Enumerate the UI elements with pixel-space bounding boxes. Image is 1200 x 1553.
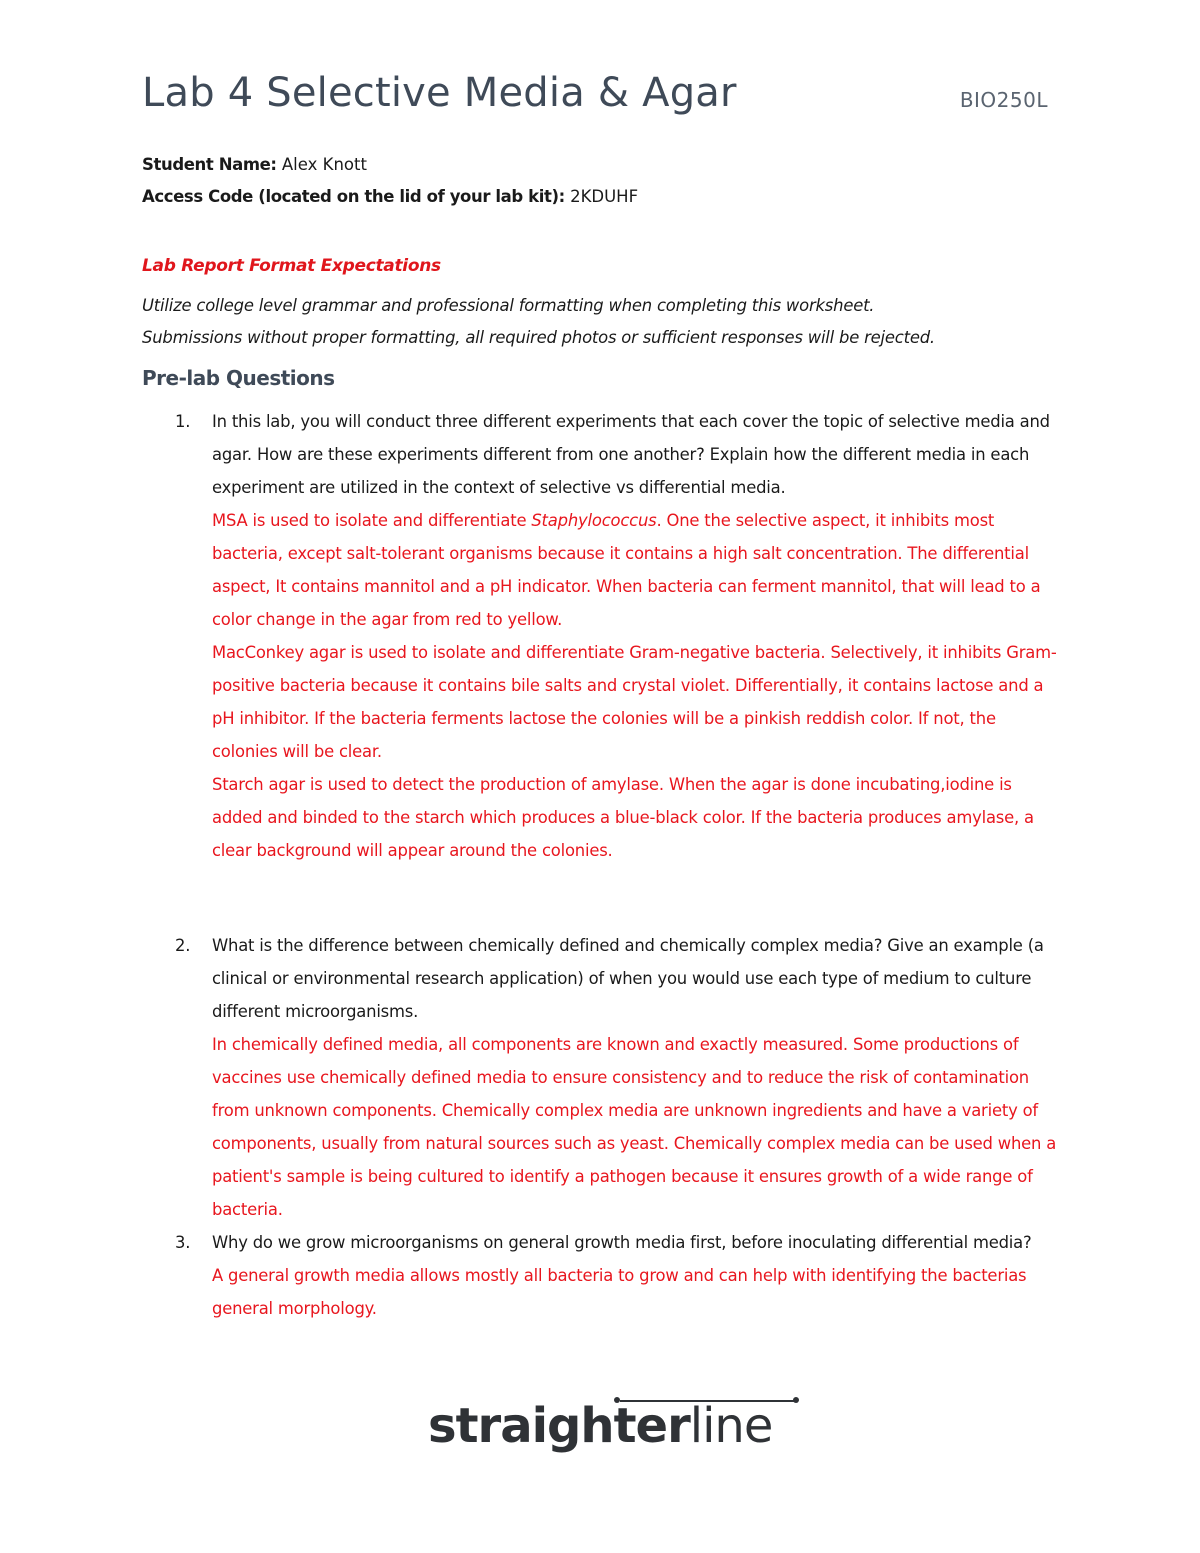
answer-text xyxy=(212,1259,1062,1325)
answer-paragraph: In chemically defined media, all components are known and exactly measured. Some productions of vaccines use chemically defined media to ensure consistency and to reduce the risk of contamination from unknown components. Chemically complex media are unknown ingredients and have a variety of components, usually from natural sources such as yeast. Chemically complex media can be used when a patient's sample is being cultured to identify a pathogen because it ensures growth of a wide range of bacteria. xyxy=(212,1035,1057,1219)
logo-text-light: line xyxy=(689,1398,773,1454)
answer-paragraph: MacConkey agar is used to isolate and differentiate Gram-negative bacteria. Selectively, it inhibits Gram-positive bacteria because it contains bile salts and crystal violet. Differentially, it contains lactose and a pH inhibitor. If the bacteria ferments lactose the colonies will be a pinkish reddish color. If not, the colonies will be clear. xyxy=(212,643,1057,761)
student-info xyxy=(142,149,638,213)
question-item xyxy=(142,405,1062,867)
organism-name: Staphylococcus xyxy=(531,511,657,530)
question-item xyxy=(142,929,1062,1226)
question-number: 2. xyxy=(175,936,191,955)
answer-paragraph: Starch agar is used to detect the production of amylase. When the agar is done incubating,iodine is added and binded to the starch which produces a blue-black color. If the bacteria produces amylase, a clear background will appear around the colonies. xyxy=(212,775,1034,860)
answer-paragraph xyxy=(212,504,1062,636)
prelab-heading: Pre-lab Questions xyxy=(142,366,335,390)
straighterline-logo xyxy=(428,1398,772,1454)
logo-dot xyxy=(793,1397,799,1403)
format-expectations-line: Utilize college level grammar and professional formatting when completing this worksheet. xyxy=(142,296,875,315)
answer-text xyxy=(212,504,1062,867)
format-expectations-text xyxy=(142,290,935,354)
question-text: In this lab, you will conduct three different experiments that each cover the topic of selective media and agar. How are these experiments different from one another? Explain how the different media in each experiment are utilized in the context of selective vs differential media. xyxy=(212,412,1050,497)
answer-segment: MSA is used to isolate and differentiate xyxy=(212,511,532,530)
access-code-label: Access Code (located on the lid of your lab kit): xyxy=(142,187,565,206)
logo-text-strong: straighter xyxy=(428,1398,690,1454)
question-text: Why do we grow microorganisms on general growth media first, before inoculating differential media? xyxy=(212,1233,1032,1252)
question-text: What is the difference between chemically defined and chemically complex media? Give an example (a clinical or environmental research application) of when you would use each type of medium to culture different microorganisms. xyxy=(212,936,1044,1021)
student-name-row xyxy=(142,149,638,181)
answer-paragraph: A general growth media allows mostly all bacteria to grow and can help with identifying the bacterias general morphology. xyxy=(212,1266,1027,1318)
question-item xyxy=(142,1226,1062,1325)
access-code-row xyxy=(142,181,638,213)
format-expectations-line: Submissions without proper formatting, all required photos or sufficient responses will be rejected. xyxy=(142,328,935,347)
answer-segment: . One the selective aspect, it inhibits most bacteria, except salt-tolerant organisms because it contains a high salt concentration. The differential aspect, It contains mannitol and a pH indicator. When bacteria can ferment mannitol, that will lead to a color change in the agar from red to yellow. xyxy=(212,511,1041,629)
page-title: Lab 4 Selective Media & Agar xyxy=(142,70,737,116)
answer-text xyxy=(212,1028,1062,1226)
course-code: BIO250L xyxy=(959,88,1048,112)
question-number: 1. xyxy=(175,412,191,431)
student-name-label: Student Name: xyxy=(142,155,277,174)
student-name-value: Alex Knott xyxy=(281,155,367,174)
question-number: 3. xyxy=(175,1233,191,1252)
format-expectations-heading: Lab Report Format Expectations xyxy=(142,256,441,276)
access-code-value: 2KDUHF xyxy=(570,187,639,206)
